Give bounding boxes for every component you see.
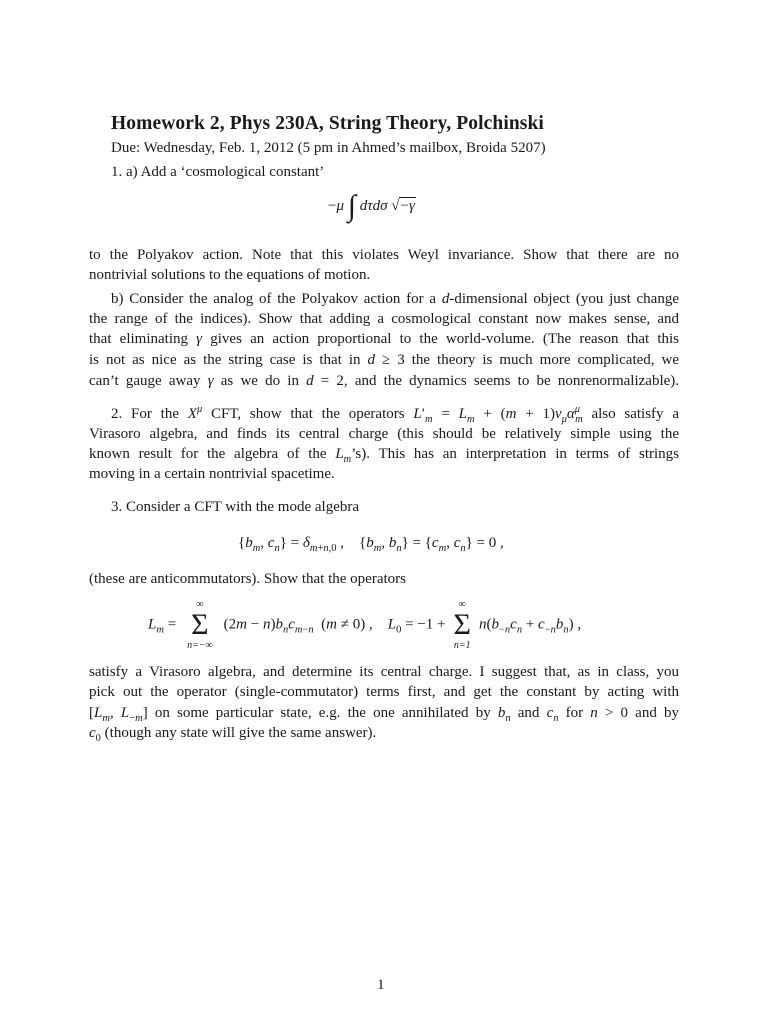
problem-1b-line-3: that eliminating γ gives an action proportional to the world-volume. (The reason that this <box>89 331 679 347</box>
problem-1b-line-4: is not as nice as the string case is that in d ≥ 3 the theory is much more complicated, we <box>89 352 679 368</box>
problem-2-line-3: known result for the algebra of the $L_m’s$). This has an interpretation in terms of strings <box>89 446 679 465</box>
problem-2-line-4: moving in a certain nontrivial spacetime. <box>89 466 335 482</box>
problem-3-intro: 3. Consider a CFT with the mode algebra <box>111 499 360 515</box>
problem-1b-line-2: the range of the indices). Show that adding a cosmological constant now makes sense, and <box>89 311 679 327</box>
equation-mode-algebra: {$b_m$, $c_n\} = \delta_{m+n,0}$ , {$b_m$, $b_n\} = \{c_m$, $c_n\} = 0$ , <box>238 535 504 554</box>
problem-2-line-2: Virasoro algebra, and finds its central charge (this should be relatively simple using the <box>89 426 679 442</box>
problem-1b-line-5: can’t gauge away γ as we do in d = 2, and the dynamics seems to be nonrenormalizable). <box>89 373 680 389</box>
problem-3-mid: (these are anticommutators). Show that the operators <box>89 571 406 587</box>
page-number: 1 <box>377 977 385 993</box>
problem-3-end-line-1: satisfy a Virasoro algebra, and determine its central charge. I suggest that, as in class, you <box>89 664 679 680</box>
equation-virasoro-operators: $L_m$ = ∞ Σ n=−∞ $(2m - n)b_nc_{m-n}$ (m ≠ 0) , $L_0 = -1$ + ∞ Σ n=1 $n(b_{-n}c_n + c_{-n}b_n)$ , <box>148 599 582 651</box>
problem-2-line-1: 2. For the $X^\mu$ CFT, show that the operators $L'_m = L_m + (m + 1)v_\mu\alpha^\mu_m$ also satisfy a <box>111 404 679 425</box>
problem-1a-line-2: nontrivial solutions to the equations of motion. <box>89 267 371 283</box>
problem-3-end-line-3: [$L_m$, $L_{-m}$] on some particular state, e.g. the one annihilated by $b_n$ and $c_n$ for n > 0 and by <box>89 705 679 724</box>
problem-3-end-line-2: pick out the operator (single-commutator) terms first, and get the constant by acting with <box>89 684 679 700</box>
equation-cosmological-constant: −μ ∫ dτdσ √−γ <box>328 189 415 223</box>
problem-3-end-line-4: $c_0$ (though any state will give the same answer). <box>89 725 377 744</box>
problem-1a-intro: 1. a) Add a ‘cosmological constant’ <box>111 164 325 180</box>
problem-1b-line-1: b) Consider the analog of the Polyakov action for a d-dimensional object (you just change <box>111 291 679 307</box>
problem-1a-line-1: to the Polyakov action. Note that this violates Weyl invariance. Show that there are no <box>89 247 679 263</box>
due-line: Due: Wednesday, Feb. 1, 2012 (5 pm in Ahmed’s mailbox, Broida 5207) <box>111 140 546 156</box>
page-title: Homework 2, Phys 230A, String Theory, Polchinski <box>111 113 544 134</box>
